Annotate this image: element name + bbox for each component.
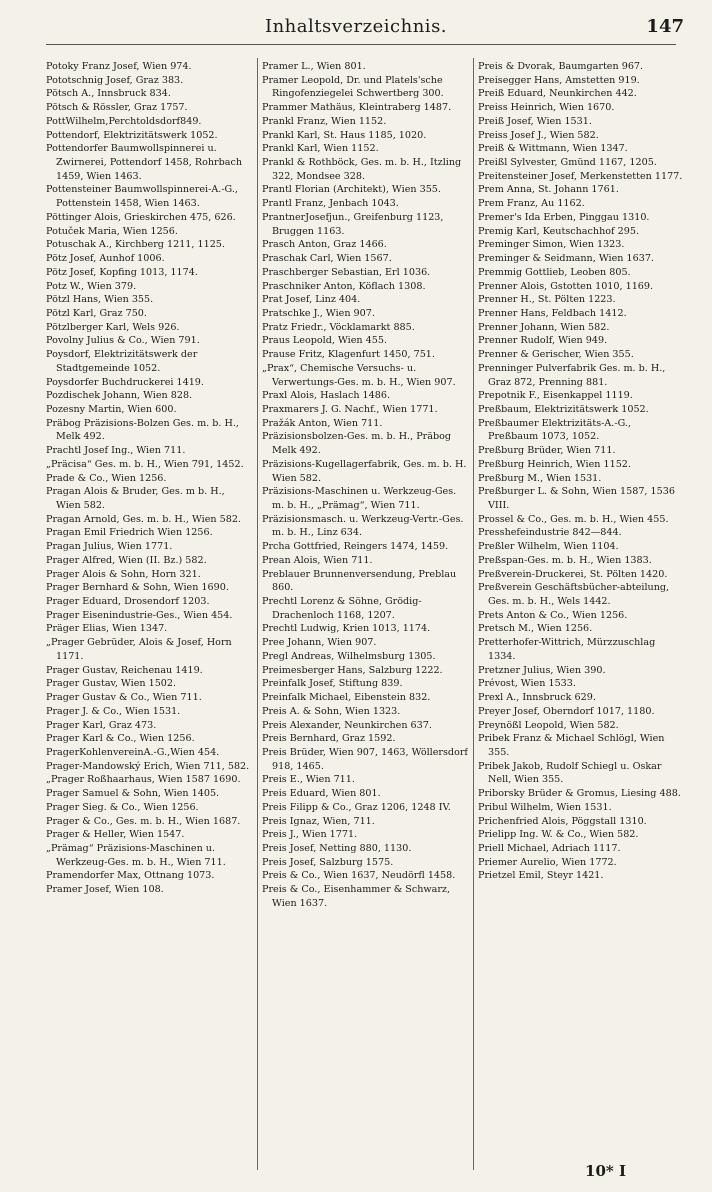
index-entry: PottWilhelm,Perchtoldsdorf849. [46,115,202,127]
index-entry: Preminger & Seidmann, Wien 1637. [478,253,654,265]
index-entry: Prets Anton & Co., Wien 1256. [478,609,628,621]
index-entry: Preßbaum, Elektrizitätswerk 1052. [478,403,649,415]
index-entry: Prager Alois & Sohn, Horn 321. [46,568,201,580]
index-entry: Prager & Heller, Wien 1547. [46,829,185,841]
index-entry: Prantl Franz, Jenbach 1043. [262,198,399,210]
index-entry: Prager Karl & Co., Wien 1256. [46,733,195,745]
index-entry: Preis Josef, Salzburg 1575. [262,856,394,868]
index-entry: Preis Ignaz, Wien, 711. [262,815,375,827]
index-entry: Prenner Hans, Feldbach 1412. [478,307,627,319]
index-entry: „Präcisa“ Ges. m. b. H., Wien 791, 1452. [46,458,244,470]
index-entry: Potz W., Wien 379. [46,280,137,292]
index-entry: Preßburg M., Wien 1531. [478,472,602,484]
signature-mark: 10* I [585,1162,626,1180]
index-entry: Preis & Dvorak, Baumgarten 967. [478,61,644,72]
index-entry: Potuček Maria, Wien 1256. [46,225,178,237]
index-entry: Prager Samuel & Sohn, Wien 1405. [46,788,220,800]
index-entry: Pramer L., Wien 801. [262,61,366,72]
index-entry: Prager Gustav, Reichenau 1419. [46,664,203,676]
index-entry: Prager Karl, Graz 473. [46,719,157,731]
index-entry: Prean Alois, Wien 711. [262,554,373,566]
index-entry: Präzisions-Maschinen u. Werkzeug-Ges. m. b. H., „Prämag“, Wien 711. [262,486,457,511]
index-entry: Prager Eisenindustrie-Ges., Wien 454. [46,609,233,621]
index-entry: Pribek Jakob, Rudolf Schiegl u. Oskar Nell, Wien 355. [478,760,662,786]
index-entry: Potoky Franz Josef, Wien 974. [46,61,192,72]
index-entry: Prichenfried Alois, Pöggstall 1310. [478,815,647,827]
index-entry: PrantnerJosefjun., Greifenburg 1123, Bruggen 1163. [262,211,444,237]
index-entry: Preis J., Wien 1771. [262,829,358,841]
index-entry: Pretterhofer-Wittrich, Mürzzuschlag 1334. [478,637,656,662]
index-entry: Prielipp Ing. W. & Co., Wien 582. [478,829,639,841]
index-entry: Preyer Josef, Oberndorf 1017, 1180. [478,705,655,717]
index-entry: Pribek Franz & Michael Schlögl, Wien 355. [478,733,665,758]
index-entry: Preiß & Wittmann, Wien 1347. [478,143,628,155]
index-entry: Pötz Josef, Kopfing 1013, 1174. [46,266,198,278]
index-entry: Prem Franz, Au 1162. [478,198,585,210]
index-column-3 [478,60,684,1150]
index-entry: Preis & Co., Eisenhammer & Schwarz, Wien 1637. [262,884,451,909]
index-entry: Prasch Anton, Graz 1466. [262,239,387,251]
index-entry: Prager-Mandowský Erich, Wien 711, 582. [46,760,250,772]
index-entry: Pozdischek Johann, Wien 828. [46,390,193,402]
index-entry: Pottendorf, Elektrizitätswerk 1052. [46,129,218,141]
index-entry: Pragan Julius, Wien 1771. [46,541,173,553]
index-entry: Prenner & Gerischer, Wien 355. [478,349,634,361]
index-entry: Preßburger L. & Sohn, Wien 1587, 1536 VIII. [478,486,675,511]
index-entry: Pretsch M., Wien 1256. [478,623,593,635]
index-entry: Prager J. & Co., Wien 1531. [46,705,181,717]
index-entry: Prcha Gottfried, Reingers 1474, 1459. [262,541,449,553]
index-column-1 [46,60,252,1150]
index-entry: Pražák Anton, Wien 711. [262,417,383,429]
index-entry: Priell Michael, Adriach 1117. [478,842,621,854]
index-entry: Praschberger Sebastian, Erl 1036. [262,266,431,278]
index-entry: Preis Brüder, Wien 907, 1463, Wöllersdorf 918, 1465. [262,746,468,772]
index-entry: Pramendorfer Max, Ottnang 1073. [46,870,215,882]
index-entry: Prager Bernhard & Sohn, Wien 1690. [46,582,229,594]
index-entry: „Prager Roßhaarhaus, Wien 1587 1690. [46,774,241,786]
index-entry: Pötzl Karl, Graz 750. [46,307,147,319]
index-entry: Preßverein Geschäftsbücher-abteilung, Ges. m. b. H., Wels 1442. [478,582,670,608]
index-entry: Pragan Arnold, Ges. m. b. H., Wien 582. [46,513,241,525]
index-entry: Prat Josef, Linz 404. [262,294,361,306]
index-entry: Preinfalk Josef, Stiftung 839. [262,678,403,690]
index-entry: Preiss Josef J., Wien 582. [478,129,599,141]
index-entry: Preis Bernhard, Graz 1592. [262,733,396,745]
index-entry: Pötz Josef, Aunhof 1006. [46,253,165,265]
index-entry: Prager Eduard, Drosendorf 1203. [46,596,210,608]
page-title: Inhaltsverzeichnis. [264,16,448,37]
index-entry: Prenner H., St. Pölten 1223. [478,294,616,306]
index-entry: Premmig Gottlieb, Leoben 805. [478,266,631,278]
index-entry: Prechtl Ludwig, Krien 1013, 1174. [262,623,431,635]
index-entry: Pramer Leopold, Dr. und Platels'sche Ringofenziegelei Schwertberg 300. [262,74,444,100]
index-entry: Prause Fritz, Klagenfurt 1450, 751. [262,349,435,361]
index-entry: Pragan Alois & Bruder, Ges. m b. H., Wien 582. [46,486,225,511]
index-entry: Preis Alexander, Neunkirchen 637. [262,719,432,731]
index-entry: Poysdorfer Buchdruckerei 1419. [46,376,204,388]
index-entry: Pötzl Hans, Wien 355. [46,294,154,306]
index-entry: Preßburg Heinrich, Wien 1152. [478,458,631,470]
index-entry: Preiss Heinrich, Wien 1670. [478,102,615,114]
index-entry: Prietzel Emil, Steyr 1421. [478,870,604,882]
index-entry: Preis E., Wien 711. [262,774,355,786]
index-entry: Prepotnik F., Eisenkappel 1119. [478,390,633,402]
index-entry: Potuschak A., Kirchberg 1211, 1125. [46,239,225,251]
header-rule [46,44,676,45]
index-entry: Pratz Friedr., Vöcklamarkt 885. [262,321,415,333]
index-entry: Preis & Co., Wien 1637, Neudörfl 1458. [262,870,456,882]
index-entry: Praschak Carl, Wien 1567. [262,253,392,265]
index-entry: Präbog Präzisions-Bolzen Ges. m. b. H., Melk 492. [46,417,239,443]
index-entry: Preinfalk Michael, Eibenstein 832. [262,692,431,704]
index-entry: Preßverein-Druckerei, St. Pölten 1420. [478,568,668,580]
index-entry: Preynößl Leopold, Wien 582. [478,719,619,731]
index-entry: Pottensteiner Baumwollspinnerei-A.-G., Pottenstein 1458, Wien 1463. [46,184,238,210]
index-entry: „Prax“, Chemische Versuchs- u. Verwertungs-Ges. m. b. H., Wien 907. [262,362,456,388]
index-entry: Prenner Rudolf, Wien 949. [478,335,608,347]
index-entry: Pree Johann, Wien 907. [262,637,377,649]
index-entry: Pramer Josef, Wien 108. [46,884,164,896]
index-entry: Prenner Johann, Wien 582. [478,321,610,333]
index-entry: Prankl & Rothböck, Ges. m. b. H., Itzling 322, Mondsee 328. [262,157,462,182]
index-entry: Pötsch A., Innsbruck 834. [46,88,171,100]
index-entry: Präzisionsmasch. u. Werkzeug-Vertr.-Ges. m. b. H., Linz 634. [262,513,464,539]
index-entry: Pottendorfer Baumwollspinnerei u. Zwirnerei, Pottendorf 1458, Rohrbach 1459, Wien 1463. [46,143,243,182]
index-entry: Preis Eduard, Wien 801. [262,788,381,800]
index-entry: Povolny Julius & Co., Wien 791. [46,335,200,347]
index-entry: Preißl Sylvester, Gmünd 1167, 1205. [478,157,657,169]
page-number: 147 [646,16,684,37]
index-entry: Preßbaumer Elektrizitäts-A.-G., Preßbaum 1073, 1052. [478,417,632,443]
index-entry: Preis Josef, Netting 880, 1130. [262,842,412,854]
index-entry: PragerKohlenvereinA.-G.,Wien 454. [46,746,220,758]
index-entry: Prévost, Wien 1533. [478,678,576,690]
index-column-2 [262,60,468,1150]
index-entry: Präzisions-Kugellagerfabrik, Ges. m. b. H. Wien 582. [262,458,467,484]
index-entry: Poysdorf, Elektrizitätswerk der Stadtgemeinde 1052. [46,349,198,374]
index-entry: Preßler Wilhelm, Wien 1104. [478,541,619,553]
index-entry: Prager Sieg. & Co., Wien 1256. [46,801,199,813]
column-divider [473,58,474,1170]
index-entry: Prantl Florian (Architekt), Wien 355. [262,184,441,196]
index-entry: Presshefeindustrie 842—844. [478,527,622,539]
index-entry: Pötsch & Rössler, Graz 1757. [46,102,188,114]
index-entry: „Prämag“ Präzisions-Maschinen u. Werkzeug-Ges. m. b. H., Wien 711. [46,842,226,868]
index-entry: Preis A. & Sohn, Wien 1323. [262,705,401,717]
index-entry: Präzisionsbolzen-Ges. m. b. H., Präbog Melk 492. [262,431,452,457]
index-entry: Preßburg Brüder, Wien 711. [478,445,616,457]
index-entry: Prexl A., Innsbruck 629. [478,692,596,704]
index-entry: Premig Karl, Keutschachhof 295. [478,225,639,237]
index-entry: Prossel & Co., Ges. m. b. H., Wien 455. [478,513,669,525]
index-entry: Preminger Simon, Wien 1323. [478,239,625,251]
index-entry: Prager & Co., Ges. m. b. H., Wien 1687. [46,815,241,827]
index-entry: „Prager Gebrüder, Alois & Josef, Horn 1171. [46,637,232,662]
index-entry: Prade & Co., Wien 1256. [46,472,167,484]
index-entry: Pragan Emil Friedrich Wien 1256. [46,527,213,539]
index-entry: Preßspan-Ges. m. b. H., Wien 1383. [478,554,652,566]
index-entry: Pötzlberger Karl, Wels 926. [46,321,180,333]
index-entry: Pregl Andreas, Wilhelmsburg 1305. [262,650,436,662]
index-entry: Prager Gustav & Co., Wien 711. [46,692,202,704]
index-entry: Prechtl Lorenz & Söhne, Grödig-Drachenloch 1168, 1207. [262,596,422,621]
index-entry: Preis Filipp & Co., Graz 1206, 1248 IV. [262,801,451,813]
index-entry: Prem Anna, St. Johann 1761. [478,184,619,196]
index-entry: Pozesny Martin, Wien 600. [46,403,177,415]
index-entry: Pöttinger Alois, Grieskirchen 475, 626. [46,211,236,223]
index-entry: Prager Gustav, Wien 1502. [46,678,177,690]
index-entry: Priemer Aurelio, Wien 1772. [478,856,617,868]
index-entry: Preisegger Hans, Amstetten 919. [478,74,640,86]
index-entry: Preimesberger Hans, Salzburg 1222. [262,664,443,676]
index-entry: Präger Elias, Wien 1347. [46,623,168,635]
index-entry: Preitensteiner Josef, Merkenstetten 1177. [478,170,683,182]
index-entry: Prammer Mathäus, Kleintraberg 1487. [262,102,452,114]
index-entry: Pototschnig Josef, Graz 383. [46,74,184,86]
index-entry: Praus Leopold, Wien 455. [262,335,387,347]
index-entry: Prenner Alois, Gstotten 1010, 1169. [478,280,654,292]
index-entry: Premer's Ida Erben, Pinggau 1310. [478,211,650,223]
index-entry: Prenninger Pulverfabrik Ges. m. b. H., Graz 872, Prenning 881. [478,362,666,388]
index-entry: Pratschke J., Wien 907. [262,307,375,319]
index-entry: Prager Alfred, Wien (II. Bz.) 582. [46,554,207,566]
index-entry: Pribul Wilhelm, Wien 1531. [478,801,612,813]
index-entry: Prankl Karl, Wien 1152. [262,143,379,155]
index-entry: Praxmarers J. G. Nachf., Wien 1771. [262,403,438,415]
index-entry: Preiß Josef, Wien 1531. [478,115,592,127]
column-divider [257,58,258,1170]
index-entry: Preblauer Brunnenversendung, Preblau 860. [262,568,457,594]
index-entry: Priborsky Brüder & Gromus, Liesing 488. [478,788,681,800]
index-entry: Praschniker Anton, Köflach 1308. [262,280,426,292]
index-entry: Praxl Alois, Haslach 1486. [262,390,391,402]
index-entry: Pretzner Julius, Wien 390. [478,664,606,676]
index-entry: Prankl Karl, St. Haus 1185, 1020. [262,129,427,141]
index-entry: Prachtl Josef Ing., Wien 711. [46,445,186,457]
index-entry: Preiß Eduard, Neunkirchen 442. [478,88,637,100]
index-entry: Prankl Franz, Wien 1152. [262,115,387,127]
